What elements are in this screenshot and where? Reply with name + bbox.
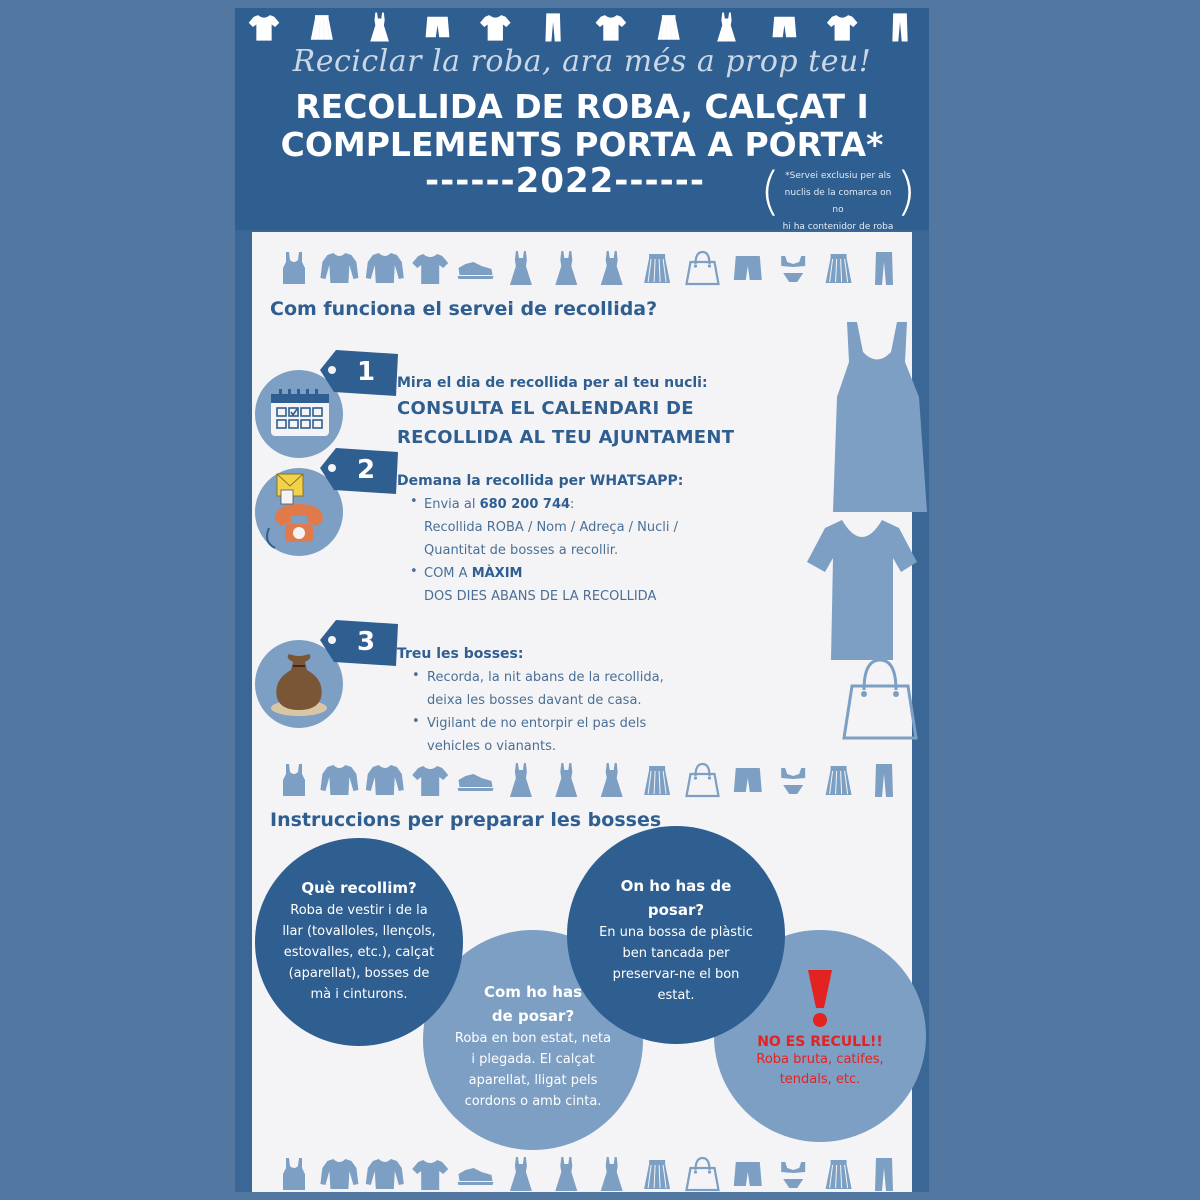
step-3-bullet-2: [427, 712, 646, 758]
bullet-dot: •: [410, 494, 418, 509]
text-line: estovalles, etc.), calçat: [283, 945, 435, 960]
text-line: tendals, etc.: [779, 1072, 861, 1087]
step-1-number: 1: [356, 357, 376, 387]
step-1-tag: [318, 348, 402, 400]
tshirt-illustration: [807, 514, 917, 664]
skirt-icon: [644, 766, 670, 795]
title-line: de posar?: [491, 1007, 575, 1025]
step-3-bullet-1: [427, 666, 664, 712]
step-1-line-1: CONSULTA EL CALENDARI DE: [397, 398, 694, 419]
sweater-icon: [320, 253, 358, 283]
step-3-bullet-1-line-1: Recorda, la nit abans de la recollida,: [427, 670, 664, 685]
step-2-bullet-1-line-2: Recollida ROBA / Nom / Adreça / Nucli /: [424, 520, 679, 535]
title-line-1: RECOLLIDA DE ROBA, CALÇAT I: [295, 87, 869, 126]
shoes-icon: [458, 262, 494, 279]
text-line: En una bossa de plàstic: [599, 925, 753, 940]
skirt-icon: [826, 766, 852, 795]
step-2-number: 2: [356, 455, 376, 485]
dress-icon: [601, 251, 623, 285]
bag-illustration: [840, 656, 920, 742]
year-label: ------2022------: [425, 161, 705, 201]
text-line: cordons o amb cinta.: [464, 1094, 602, 1109]
bikini-icon: [781, 1162, 805, 1188]
skirt-icon: [826, 1160, 852, 1189]
step-2-bullet-2-line-2: DOS DIES ABANS DE LA RECOLLIDA: [424, 589, 657, 604]
tshirt-icon: [827, 15, 858, 40]
skirt-icon: [658, 15, 680, 40]
step-2-tag: [318, 446, 402, 498]
send-to-label: Envia al: [424, 497, 480, 512]
open-paren-icon: (: [760, 162, 781, 222]
circle-what-we-collect-text: [255, 900, 463, 1005]
sweater-icon: [366, 253, 404, 283]
bag-icon: [687, 764, 719, 796]
service-note-text: [778, 168, 898, 236]
shoes-icon: [458, 1168, 494, 1185]
dress-icon: [555, 1157, 577, 1191]
tshirt-icon: [596, 15, 627, 40]
not-collected-text: [714, 1050, 926, 1090]
circle-where-to-put-title: [567, 874, 785, 922]
tagline: Reciclar la roba, ara més a prop teu!: [292, 44, 872, 79]
content-panel: [252, 232, 912, 1192]
text-line: mà i cinturons.: [310, 987, 408, 1002]
pants-icon: [875, 1158, 893, 1191]
note-line-2: nuclis de la comarca on no: [784, 188, 892, 215]
text-line: estat.: [657, 988, 695, 1003]
dress-icon: [717, 13, 736, 42]
dress-icon: [510, 1157, 532, 1191]
shorts-icon: [734, 256, 762, 280]
tshirt-icon: [412, 254, 448, 284]
poster: [235, 8, 929, 1192]
step-3-bullet-2-line-2: vehicles o vianants.: [427, 739, 557, 754]
dress-icon: [510, 251, 532, 285]
not-collected-title: NO ES RECULL!!: [757, 1034, 883, 1050]
step-2-lead: Demana la recollida per WHATSAPP:: [397, 473, 684, 489]
bullet-dot: •: [410, 564, 418, 579]
colon: :: [570, 497, 575, 512]
shoes-icon: [458, 774, 494, 791]
step-2-bullet-2-line-1: [424, 562, 656, 585]
skirt-icon: [826, 254, 852, 283]
text-line: i plegada. El calçat: [471, 1052, 595, 1067]
dress-icon: [601, 763, 623, 797]
tshirt-icon: [249, 15, 280, 40]
text-line: Roba en bon estat, neta: [454, 1031, 612, 1046]
title-line: posar?: [647, 901, 705, 919]
shorts-icon: [426, 17, 450, 37]
step-2-bullet-2: [424, 562, 656, 608]
dress-icon: [555, 763, 577, 797]
step-1-line-2: RECOLLIDA AL TEU AJUNTAMENT: [397, 427, 735, 448]
pants-icon: [892, 13, 907, 41]
step-2-bullet-1-line-3: Quantitat de bosses a recollir.: [424, 543, 619, 558]
step-1-lead: Mira el dia de recollida per al teu nucli:: [397, 375, 708, 391]
close-paren-icon: ): [896, 162, 917, 222]
dress-icon: [370, 13, 389, 42]
step-3-tag: [318, 618, 402, 670]
title-line: Com ho has: [483, 983, 583, 1001]
tshirt-icon: [412, 766, 448, 796]
step-3-bullet-2-line-1: Vigilant de no entorpir el pas dels: [427, 716, 647, 731]
shorts-icon: [734, 768, 762, 792]
text-line: preservar-ne el bon: [612, 967, 740, 982]
step-2-bullet-1-line-1: [424, 493, 678, 516]
section-heading-how-it-works: Com funciona el servei de recollida?: [270, 298, 658, 320]
title-line: On ho has de: [620, 877, 732, 895]
text-line: Roba de vestir i de la: [290, 903, 428, 918]
shorts-icon: [773, 17, 797, 37]
dress-icon: [510, 763, 532, 797]
tshirt-icon: [480, 15, 511, 40]
tank-top-icon: [283, 252, 305, 284]
bag-icon: [687, 1158, 719, 1190]
as-maximum-label: COM A: [424, 566, 472, 581]
pants-icon: [875, 764, 893, 797]
bullet-dot: •: [412, 714, 420, 729]
page-title: [235, 88, 929, 164]
note-line-1: *Servei exclusiu per als: [785, 171, 891, 181]
pants-icon: [875, 252, 893, 285]
text-line: (aparellat), bosses de: [288, 966, 430, 981]
dress-icon: [555, 251, 577, 285]
bullet-dot: •: [412, 668, 420, 683]
service-note: [760, 162, 917, 232]
bag-icon: [687, 252, 719, 284]
skirt-icon: [311, 15, 333, 40]
step-3-lead: Treu les bosses:: [397, 646, 524, 662]
sweater-icon: [320, 765, 358, 795]
shorts-icon: [734, 1162, 762, 1186]
step-3-number: 3: [356, 627, 376, 657]
text-line: ben tancada per: [622, 946, 730, 961]
text-line: Roba bruta, catifes,: [756, 1052, 884, 1067]
sweater-icon: [320, 1159, 358, 1189]
circle-what-we-collect-title: Què recollim?: [301, 879, 417, 897]
tshirt-icon: [412, 1160, 448, 1190]
sweater-icon: [366, 1159, 404, 1189]
maximum-emphasis: MÀXIM: [471, 566, 523, 581]
tank-top-icon: [283, 764, 305, 796]
pants-icon: [545, 13, 560, 41]
header: [235, 8, 929, 230]
tank-top-icon: [283, 1158, 305, 1190]
step-1-instruction: [397, 394, 734, 452]
dress-icon: [601, 1157, 623, 1191]
circle-how-to-put-text: [423, 1028, 643, 1112]
step-2-bullet-1: [424, 493, 678, 562]
text-line: llar (tovalloles, llençols,: [282, 924, 436, 939]
exclamation-icon: [800, 968, 840, 1030]
bikini-icon: [781, 768, 805, 794]
skirt-icon: [644, 1160, 670, 1189]
note-line-3: hi ha contenidor de roba: [782, 222, 894, 232]
title-line-2: COMPLEMENTS PORTA A PORTA*: [280, 125, 884, 164]
header-clothing-icon-row: [247, 10, 917, 44]
step-3-bullet-1-line-2: deixa les bosses davant de casa.: [427, 693, 642, 708]
sweater-icon: [366, 765, 404, 795]
clothing-icon-row-top: [274, 248, 904, 288]
circle-where-to-put-text: [567, 922, 785, 1006]
whatsapp-phone-number[interactable]: 680 200 744: [479, 497, 571, 512]
clothing-icon-row-middle: [274, 760, 904, 800]
circle-what-we-collect: [255, 838, 463, 1046]
tank-top-illustration: [827, 312, 927, 512]
skirt-icon: [644, 254, 670, 283]
section-heading-instructions: Instruccions per preparar les bosses: [270, 809, 662, 831]
circle-where-to-put: [567, 826, 785, 1044]
text-line: aparellat, lligat pels: [468, 1073, 598, 1088]
clothing-icon-row-bottom: [274, 1154, 904, 1192]
bikini-icon: [781, 256, 805, 282]
